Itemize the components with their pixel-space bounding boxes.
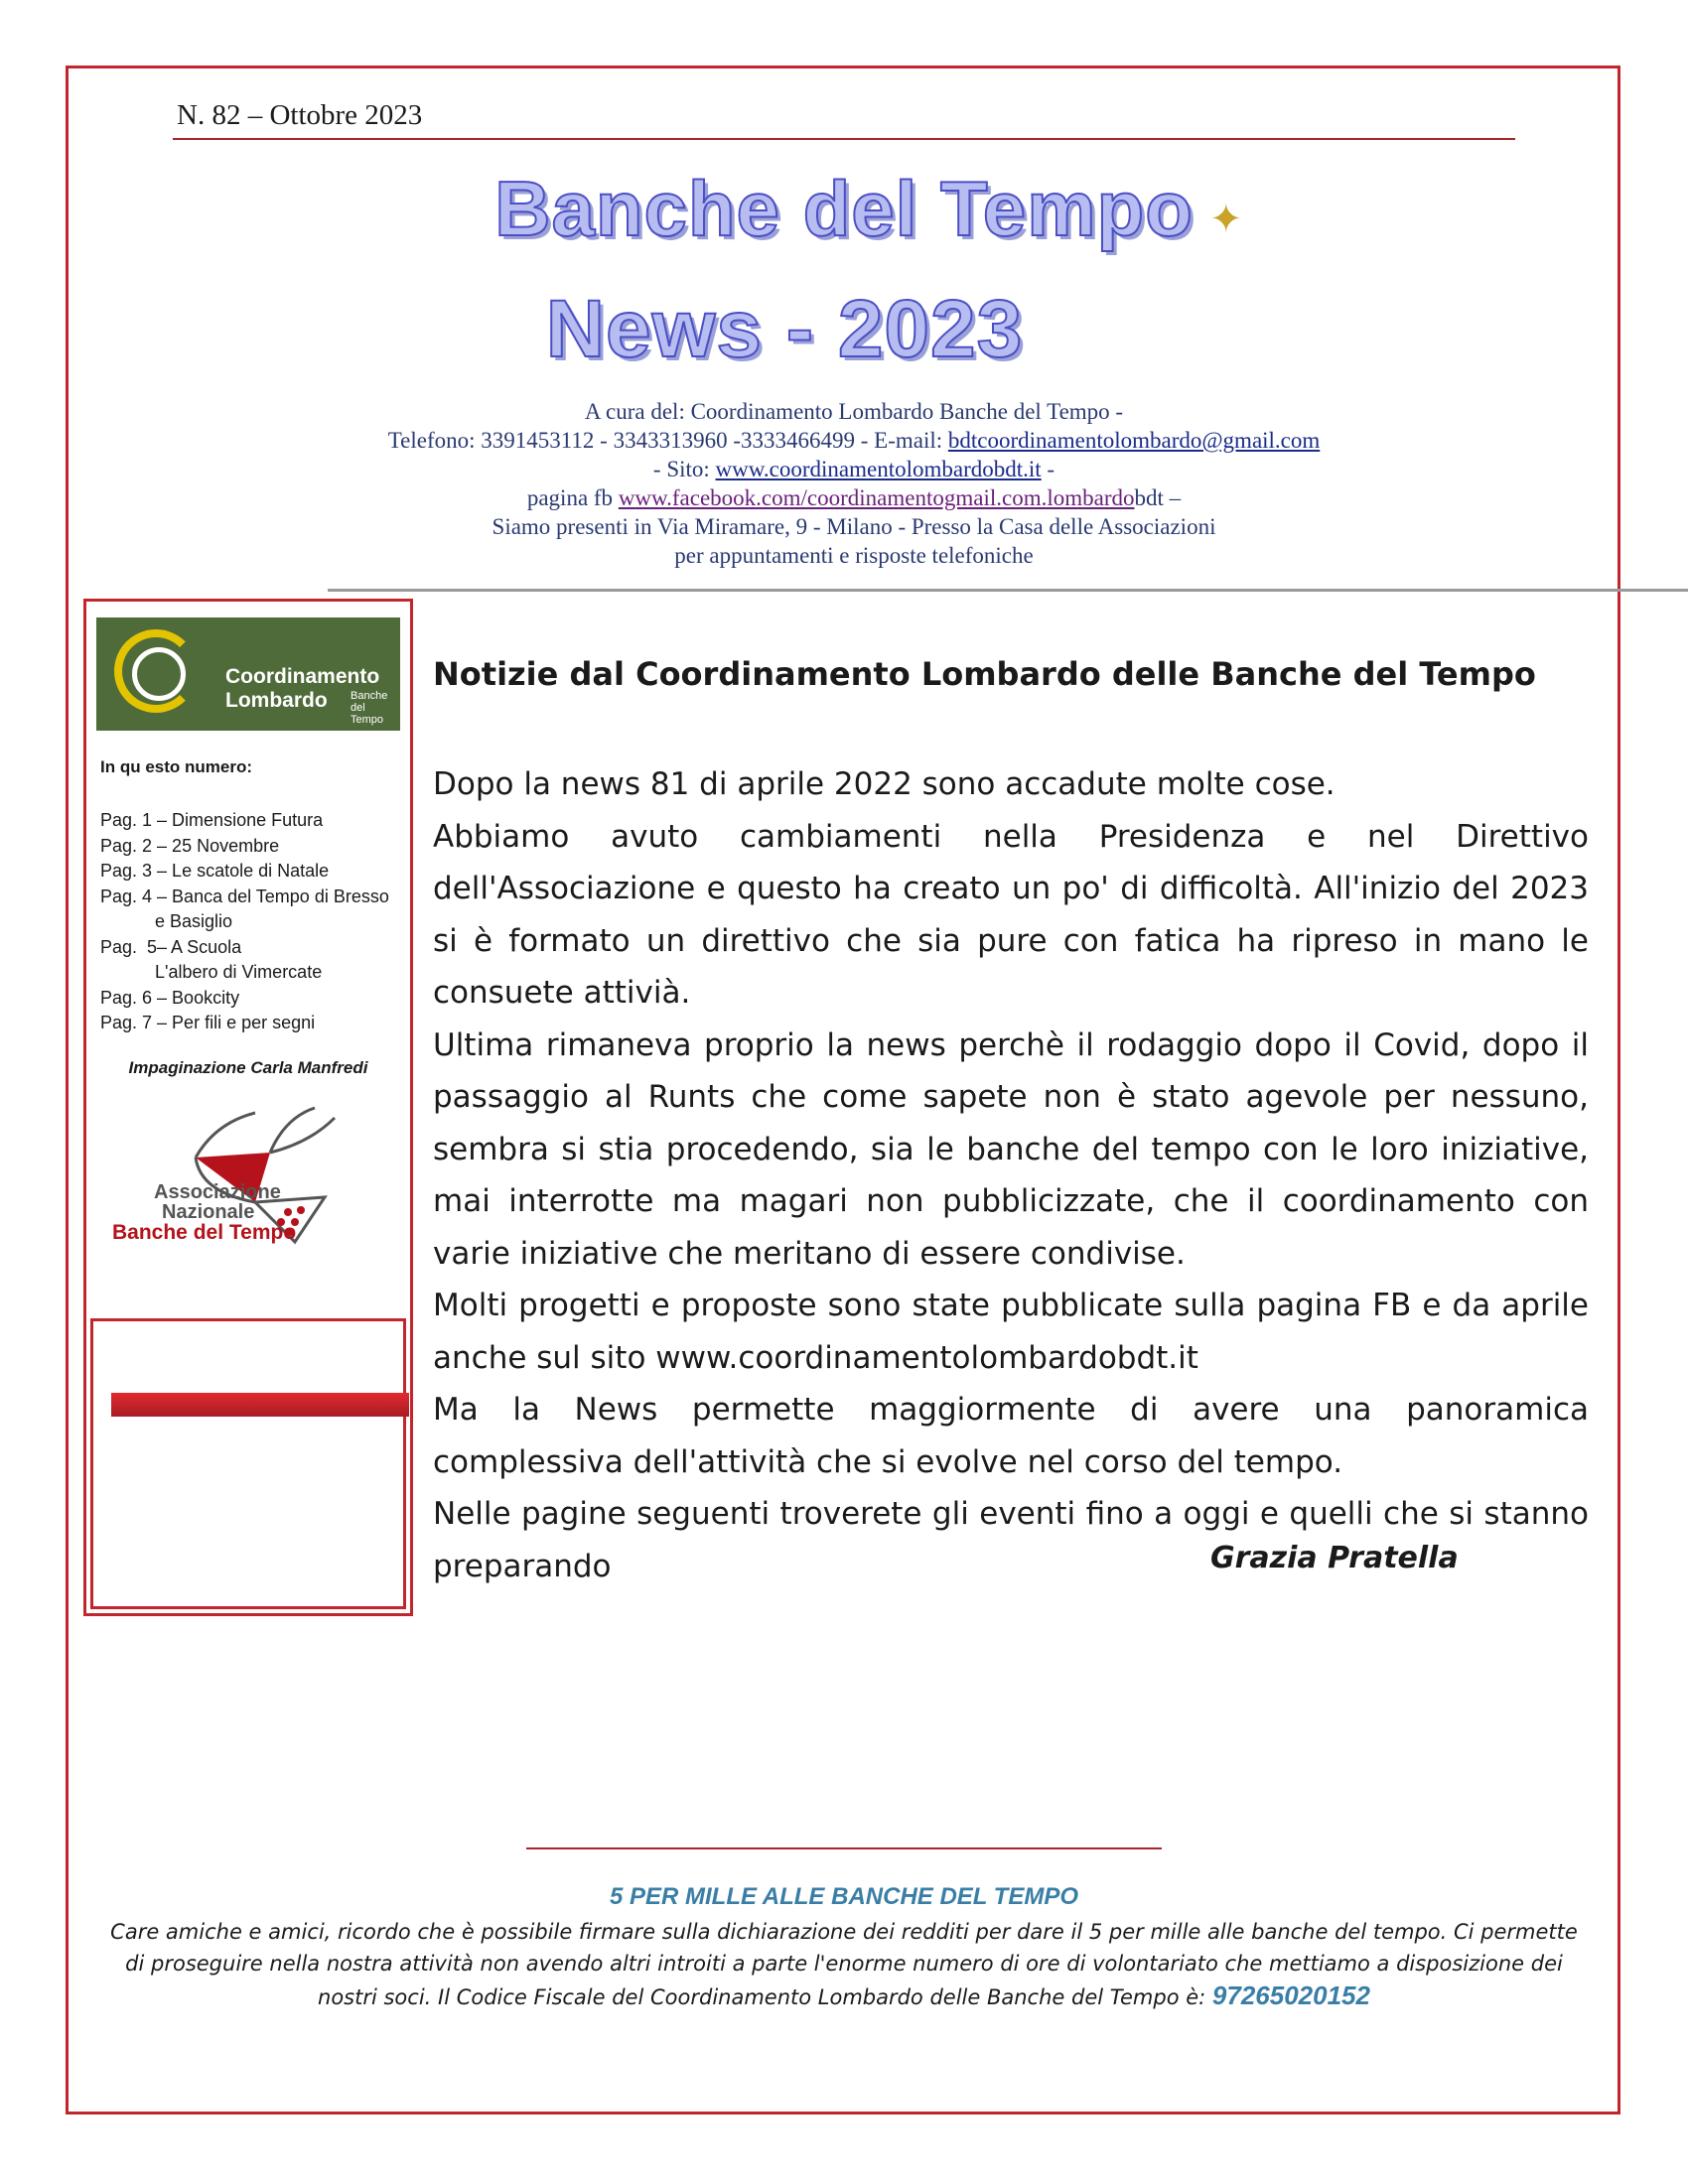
contact-site-line bbox=[258, 455, 1450, 483]
toc-item: Pag. 1 – Dimensione Futura bbox=[100, 810, 324, 830]
email-link[interactable]: bdtcoordinamentolombardo@gmail.com bbox=[947, 428, 1321, 453]
red-banner bbox=[111, 1393, 409, 1417]
logo-line1: Coordinamento bbox=[225, 665, 380, 688]
assoc-line2: Nazionale bbox=[162, 1201, 255, 1223]
assoc-line1: Associazione bbox=[154, 1181, 281, 1203]
contact-block bbox=[258, 397, 1450, 570]
article-paragraph: Dopo la news 81 di aprile 2022 sono accadute molte cose. bbox=[433, 766, 1336, 802]
contact-phones: Telefono: 3391453112 - 3343313960 -3333466499 - E-mail: bbox=[387, 428, 948, 453]
logo-small-1: Banche bbox=[351, 690, 388, 702]
image-box bbox=[90, 1318, 406, 1609]
header-divider bbox=[173, 138, 1515, 140]
article-header bbox=[433, 655, 1589, 693]
article-paragraph: Nelle pagine seguenti troverete gli eventi fino a oggi e quelli che si stanno preparando bbox=[433, 1496, 1589, 1584]
contact-address: Siamo presenti in Via Miramare, 9 - Milano - Presso la Casa delle Associazioni bbox=[492, 514, 1216, 539]
table-of-contents bbox=[100, 808, 408, 1036]
footer-divider bbox=[526, 1847, 1162, 1849]
toc-item: e Basiglio bbox=[100, 911, 233, 931]
article-paragraph: Abbiamo avuto cambiamenti nella Presidenza e nel Direttivo dell'Associazione e questo ha creato un po' di difficoltà. All'inizio del 2023 si è formato un direttivo che sia pure con fatica ha ripreso in mano le consuete attivià. bbox=[433, 818, 1589, 1011]
codice-fiscale: 97265020152 bbox=[1211, 1980, 1370, 2010]
contact-appointments: per appuntamenti e risposte telefoniche bbox=[674, 543, 1034, 568]
sparkle-icon: ✦ bbox=[1209, 197, 1243, 242]
site-label: - Sito: bbox=[652, 457, 716, 481]
logo-small-text bbox=[351, 690, 400, 726]
toc-item: L'albero di Vimercate bbox=[100, 962, 323, 982]
footer-body: Care amiche e amici, ricordo che è possibile firmare sulla dichiarazione dei redditi per dare il 5 per mille alle banche del tempo. Ci permette di proseguire nella nostra attività non avendo altri introiti a parte l'enorme numero di ore di volontariato che mettiamo a disposizione dei nostri soci. Il Codice Fiscale del Coordinamento Lombardo delle Banche del Tempo è: bbox=[110, 1920, 1578, 2009]
fb-label: pagina fb bbox=[526, 485, 619, 510]
footer-text bbox=[104, 1916, 1584, 2013]
associazione-logo bbox=[106, 1103, 384, 1252]
coordinamento-logo bbox=[96, 617, 400, 731]
website-link[interactable]: www.coordinamentolombardobdt.it bbox=[715, 457, 1042, 481]
article-body bbox=[433, 758, 1589, 1592]
article-paragraph: Molti progetti e proposte sono state pubblicate sulla pagina FB e da aprile anche sul sito www.coordinamentolombardobdt.it bbox=[433, 1288, 1589, 1376]
issue-number: N. 82 – Ottobre 2023 bbox=[177, 99, 423, 131]
toc-item: Pag. 7 – Per fili e per segni bbox=[100, 1013, 316, 1032]
logo-line2: Lombardo bbox=[225, 689, 328, 712]
site-suffix: - bbox=[1041, 457, 1055, 481]
masthead-title: Banche del Tempo bbox=[494, 165, 1194, 252]
footer-title: 5 PER MILLE ALLE BANCHE DEL TEMPO bbox=[609, 1883, 1079, 1910]
sidebar bbox=[83, 599, 413, 1616]
section-divider bbox=[328, 589, 1688, 592]
toc-item: Pag. 5– A Scuola bbox=[100, 936, 242, 957]
contact-fb-line bbox=[258, 483, 1450, 512]
facebook-link[interactable]: www.facebook.com/coordinamentogmail.com.lombardo bbox=[618, 485, 1135, 510]
toc-item: Pag. 2 – 25 Novembre bbox=[100, 835, 280, 856]
signature: Grazia Pratella bbox=[1210, 1541, 1459, 1575]
toc-heading: In qu esto numero: bbox=[100, 757, 252, 776]
toc-item: Pag. 6 – Bookcity bbox=[100, 987, 240, 1008]
contact-curator: A cura del: Coordinamento Lombardo Banche del Tempo - bbox=[584, 399, 1124, 424]
article-title: Notizie dal Coordinamento Lombardo delle Banche del Tempo bbox=[433, 655, 1536, 693]
fb-suffix: bdt – bbox=[1134, 485, 1182, 510]
logo-small-2: del Tempo bbox=[351, 702, 384, 726]
toc-item: Pag. 4 – Banca del Tempo di Bresso bbox=[100, 886, 389, 906]
masthead-subtitle: News - 2023 bbox=[545, 284, 1024, 374]
contact-phone-line bbox=[258, 426, 1450, 455]
layout-credit: Impaginazione Carla Manfredi bbox=[128, 1058, 368, 1077]
toc-item: Pag. 3 – Le scatole di Natale bbox=[100, 861, 330, 881]
article-paragraph: Ma la News permette maggiormente di avere una panoramica complessiva dell'attività che si evolve nel corso del tempo. bbox=[433, 1392, 1589, 1480]
assoc-line3: Banche del Tempo bbox=[112, 1221, 297, 1244]
clock-icon bbox=[132, 647, 186, 701]
article-paragraph: Ultima rimaneva proprio la news perchè il rodaggio dopo il Covid, dopo il passaggio al Runts che come sapete non è stato agevole per nessuno, sembra si stia procedendo, sia le banche del tempo con le loro iniziative, mai interrotte ma magari non pubblicizzate, che il coordinamento con varie iniziative che meritano di essere condivise. bbox=[433, 1026, 1589, 1272]
